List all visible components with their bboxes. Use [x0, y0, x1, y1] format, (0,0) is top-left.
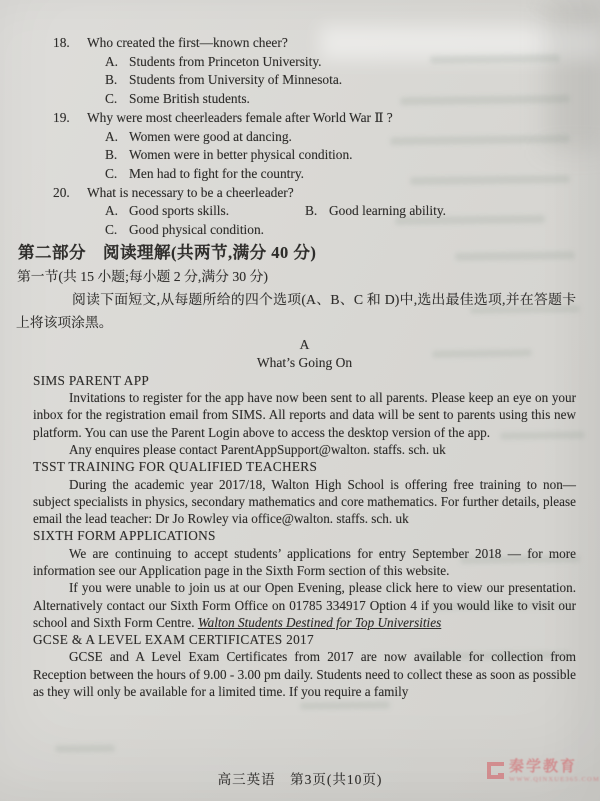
passage-paragraph — [33, 579, 576, 631]
option-label: A. — [105, 53, 119, 69]
passage-heading-gcse: GCSE & A LEVEL EXAM CERTIFICATES 2017 — [33, 632, 314, 648]
question-number: 19. — [53, 109, 70, 125]
page-footer: 高三英语 第3页(共10页) — [217, 772, 383, 787]
option-text: Women were good at dancing. — [129, 128, 292, 144]
question-20 — [53, 184, 576, 203]
passage-heading-sims: SIMS PARENT APP — [33, 372, 150, 388]
question-text: What is necessary to be a cheerleader? — [87, 184, 294, 200]
watermark-text — [509, 760, 600, 784]
option-label: B. — [305, 203, 318, 219]
question-number: 18. — [53, 35, 70, 50]
option-text: Good physical condition. — [129, 222, 265, 238]
option-label: C. — [105, 91, 118, 107]
watermark-logo-icon — [487, 762, 504, 779]
question-19-option-c — [53, 165, 576, 184]
option-text: Students from Princeton University. — [129, 53, 322, 69]
option-text: Students from University of Minnesota. — [129, 72, 343, 88]
option-label: B. — [105, 147, 118, 163]
question-19 — [53, 109, 576, 128]
question-20-option-c — [53, 221, 576, 240]
question-text: Who created the first—known cheer? — [87, 35, 288, 50]
question-18 — [53, 34, 576, 53]
question-19-option-a — [53, 128, 576, 147]
bleedthrough-artifact — [300, 701, 390, 709]
passage-paragraph: GCSE and A Level Exam Certificates from 2017 are now available for collection from Reception between the hours of 9.00 - 3.00 pm daily. Students need to collect these as soon as possible as they will only be available for a limited time. If you require a family — [33, 649, 576, 700]
listening-questions-section — [33, 34, 576, 240]
bleedthrough-artifact — [55, 745, 115, 753]
question-text: Why were most cheerleaders female after World War Ⅱ ? — [87, 109, 393, 125]
question-18-option-b — [53, 71, 576, 90]
passage-paragraph: We are continuing to accept students’ applications for entry September 2018 — for more information see our Application page in the Sixth Form section of this website. — [33, 545, 576, 578]
passage-paragraph: Any enquires please contact ParentAppSupport@walton. staffs. sch. uk — [69, 441, 446, 457]
passage-label: A — [299, 336, 310, 352]
part2-instructions: 阅读下面短文,从每题所给的四个选项(A、B、C 和 D)中,选出最佳选项,并在答题卡上将该项涂黑。 — [16, 291, 576, 330]
passage-title: What’s Going On — [256, 354, 353, 370]
passage-heading-tsst: TSST TRAINING FOR QUALIFIED TEACHERS — [33, 459, 318, 475]
option-label: A. — [105, 203, 119, 219]
emphasized-phrase: Walton Students Destined for Top Universities — [197, 614, 442, 630]
question-18-option-c — [53, 90, 576, 109]
paragraph-text: If you were unable to join us at our Open Evening, please click here to view our presentation. Alternatively contact our Sixth Form Office on 01785 334917 Option 4 if you would like to visit our school and Sixth Form Centre. — [33, 580, 576, 630]
option-text: Good learning ability. — [329, 203, 447, 219]
option-label: B. — [105, 72, 118, 88]
option-text: Men had to fight for the country. — [129, 165, 305, 181]
question-20-options-ab — [53, 202, 576, 221]
passage-paragraph: Invitations to register for the app have now been sent to all parents. Please keep an eye on your inbox for the registration email from SIMS. All reports and data will be sent to parents using this new platform. You can use the Parent Login above to access the desktop version of the app. — [33, 390, 576, 440]
question-number: 20. — [53, 184, 70, 200]
question-19-option-b — [53, 146, 576, 165]
option-label: C. — [105, 165, 118, 181]
option-text: Some British students. — [129, 91, 250, 107]
question-20-option-b — [305, 202, 505, 221]
option-text: Good sports skills. — [129, 203, 230, 219]
watermark — [487, 760, 600, 784]
watermark-logo-inner — [498, 773, 504, 779]
question-20-option-a — [105, 202, 305, 221]
option-text: Women were in better physical condition. — [129, 147, 353, 163]
option-label: C. — [105, 222, 118, 238]
passage-heading-sixth-form: SIXTH FORM APPLICATIONS — [33, 528, 216, 544]
option-label: A. — [105, 128, 119, 144]
question-18-option-a — [53, 53, 576, 72]
part2-header: 第二部分 阅读理解(共两节,满分 40 分) — [18, 242, 317, 262]
watermark-brand: 秦学教育 — [509, 759, 578, 775]
passage-paragraph: During the academic year 2017/18, Walton High School is offering free training to non—subject specialists in physics, secondary mathematics and core mathematics. For further details, please email the lead teacher: Dr Jo Rowley via office@walton. staffs. sch. uk — [33, 476, 576, 527]
part2-section1-header: 第一节(共 15 小题;每小题 2 分,满分 30 分) — [17, 268, 269, 284]
watermark-url: WWW.QINXUE365.COM — [509, 776, 600, 783]
